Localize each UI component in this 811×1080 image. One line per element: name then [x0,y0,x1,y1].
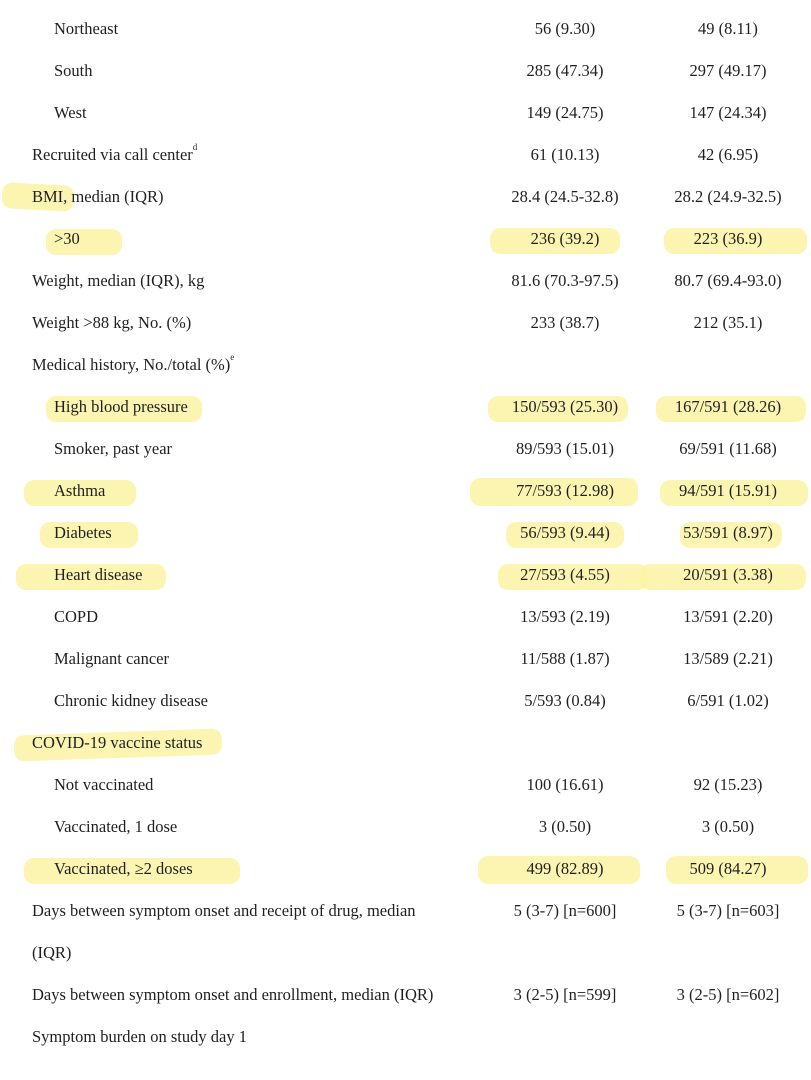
table-row-weight [0,260,811,302]
cell-group2: 49 (8.11) [698,19,758,38]
footnote-marker: e [230,351,235,362]
row-label: Weight, median (IQR), kg [32,271,205,290]
table-row-weight-over-88 [0,302,811,344]
cell-group1: 13/593 (2.19) [520,607,610,626]
cell-group2 [648,722,808,764]
table-row-days-to-drug [0,890,811,932]
cell-group2: 20/591 (3.38) [683,565,773,584]
cell-group1: 5 (3-7) [n=600] [513,901,617,920]
cell-group1: 236 (39.2) [530,229,600,248]
cell-group1: 5/593 (0.84) [524,691,606,710]
cell-group2: 223 (36.9) [693,229,763,248]
cell-group1 [490,344,640,386]
table-row-copd [0,596,811,638]
row-label: Days between symptom onset and enrollment, median (IQR) [32,985,434,1004]
cell-group2: 53/591 (8.97) [683,523,773,542]
row-label: South [54,61,93,80]
cell-group1: 149 (24.75) [526,103,604,122]
cell-group2: 509 (84.27) [689,859,767,878]
cell-group1: 150/593 (25.30) [511,397,619,416]
table-row-high-blood-pressure [0,386,811,428]
table-row-asthma [0,470,811,512]
cell-group1: 11/588 (1.87) [520,649,610,668]
table-row-vaccine-status [0,722,811,764]
cell-group2: 28.2 (24.9-32.5) [674,187,782,206]
table-row-west [0,92,811,134]
row-label: (IQR) [32,943,72,962]
table-row-vaccinated-1-dose [0,806,811,848]
table-row-smoker [0,428,811,470]
cell-group1: 3 (0.50) [538,817,592,836]
cell-group1: 28.4 (24.5-32.8) [511,187,619,206]
row-label: COPD [54,607,99,626]
row-label: COVID-19 vaccine status [32,733,203,752]
table-row-south [0,50,811,92]
table-row-medical-history [0,344,811,386]
row-label: Heart disease [54,565,143,584]
row-label [32,344,234,386]
row-label: BMI, median (IQR) [32,187,164,206]
cell-group2: 80.7 (69.4-93.0) [674,271,782,290]
table-row-days-to-drug-continued [0,932,811,974]
cell-group1 [490,722,640,764]
row-label: Vaccinated, 1 dose [54,817,178,836]
table-row-days-to-enrollment [0,974,811,1016]
cell-group2: 212 (35.1) [693,313,763,332]
row-label: Chronic kidney disease [54,691,208,710]
row-label-text: Recruited via call center [32,145,193,164]
cell-group2: 13/591 (2.20) [683,607,773,626]
row-label: Symptom burden on study day 1 [32,1027,247,1046]
table-row-diabetes [0,512,811,554]
row-label: Vaccinated, ≥2 doses [54,859,193,878]
cell-group1: 89/593 (15.01) [515,439,615,458]
table-row-bmi-over-30 [0,218,811,260]
table-row-northeast [0,8,811,50]
table-row-call-center [0,134,811,176]
row-label [32,134,197,176]
row-label: Days between symptom onset and receipt of drug, median [32,901,416,920]
cell-group2: 3 (2-5) [n=602] [676,985,780,1004]
cell-group1: 77/593 (12.98) [515,481,615,500]
cell-group1: 56 (9.30) [534,19,596,38]
table-row-not-vaccinated [0,764,811,806]
row-label: Asthma [54,481,106,500]
cell-group1: 100 (16.61) [526,775,604,794]
cell-group2: 69/591 (11.68) [679,439,777,458]
cell-group1: 233 (38.7) [530,313,600,332]
row-label: Weight >88 kg, No. (%) [32,313,192,332]
cell-group1 [490,932,640,974]
row-label: Diabetes [54,523,112,542]
cell-group2: 5 (3-7) [n=603] [676,901,780,920]
cell-group2: 94/591 (15.91) [678,481,778,500]
cell-group1: 81.6 (70.3-97.5) [511,271,619,290]
cell-group2: 297 (49.17) [689,61,767,80]
cell-group2: 13/589 (2.21) [683,649,773,668]
cell-group2: 42 (6.95) [697,145,759,164]
table-row-bmi [0,176,811,218]
table-row-symptom-burden [0,1016,811,1058]
cell-group1 [490,1016,640,1058]
cell-group1: 56/593 (9.44) [520,523,610,542]
row-label: >30 [54,229,80,248]
table-row-malignant-cancer [0,638,811,680]
cell-group1: 3 (2-5) [n=599] [513,985,617,1004]
footnote-marker: d [192,141,198,152]
cell-group2 [648,932,808,974]
table-row-ckd [0,680,811,722]
row-label: Malignant cancer [54,649,169,668]
cell-group1: 27/593 (4.55) [520,565,610,584]
table-row-vaccinated-2-doses [0,848,811,890]
row-label-text: Medical history, No./total (%) [32,355,231,374]
table-row-heart-disease [0,554,811,596]
cell-group1: 285 (47.34) [526,61,604,80]
cell-group2: 3 (0.50) [701,817,755,836]
cell-group2: 6/591 (1.02) [687,691,769,710]
row-label: West [54,103,87,122]
cell-group1: 61 (10.13) [530,145,600,164]
cell-group2: 147 (24.34) [689,103,767,122]
cell-group2 [648,1016,808,1058]
cell-group2: 167/591 (28.26) [674,397,782,416]
row-label: Northeast [54,19,119,38]
row-label: Smoker, past year [54,439,173,458]
cell-group2: 92 (15.23) [693,775,763,794]
cell-group1: 499 (82.89) [526,859,604,878]
cell-group2 [648,344,808,386]
row-label: Not vaccinated [54,775,154,794]
row-label: High blood pressure [54,397,188,416]
